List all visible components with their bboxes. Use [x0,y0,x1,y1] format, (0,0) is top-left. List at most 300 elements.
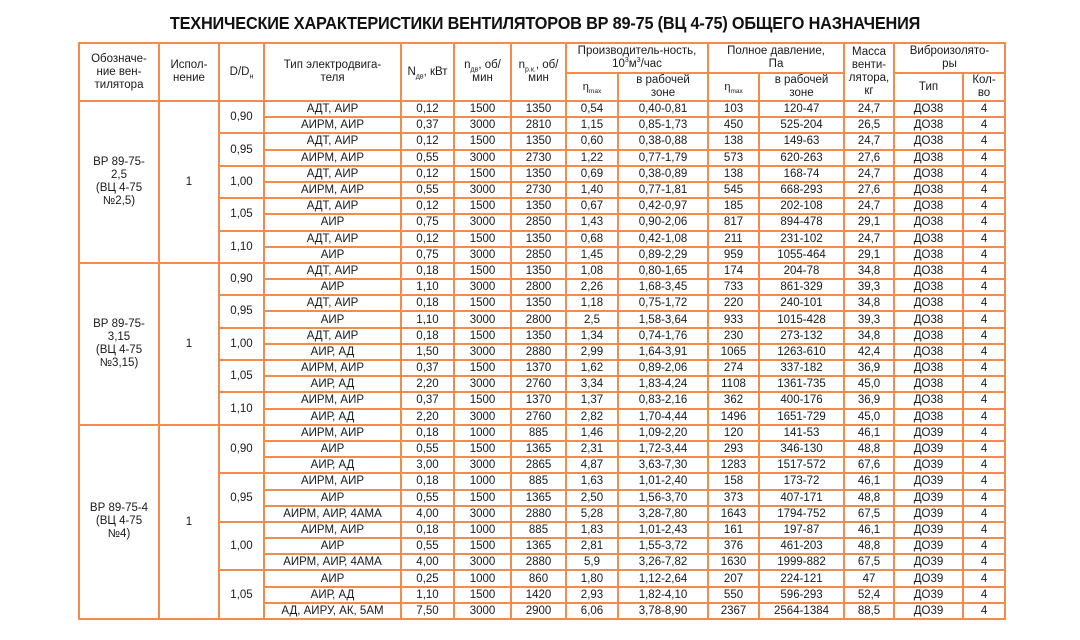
pressure-work-zone-cell: 400-176 [759,392,844,408]
vibro-qty-cell: 4 [963,538,1005,554]
capacity-eta-max-cell: 2,82 [566,409,618,425]
fan-mass-cell: 34,8 [844,328,894,344]
fan-mass-cell: 67,6 [844,457,894,473]
capacity-work-zone-cell: 1,82-4,10 [618,587,708,603]
fan-mass-cell: 88,5 [844,603,894,619]
designation-line: №4) [107,528,131,541]
fan-mass-cell: 39,3 [844,279,894,295]
capacity-eta-max-cell: 0,68 [566,231,618,247]
motor-rpm-cell: 3000 [454,279,511,295]
pressure-eta-max-cell: 274 [708,360,759,376]
vibro-type-cell: ДО38 [894,409,963,425]
capacity-work-zone-cell: 0,89-2,29 [618,247,708,263]
vibro-type-cell: ДО38 [894,198,963,214]
fan-mass-cell: 26,5 [844,117,894,133]
pressure-eta-max-cell: 817 [708,214,759,230]
motor-power-cell: 1,10 [401,279,454,295]
vibro-qty-cell: 4 [963,522,1005,538]
pressure-eta-max-cell: 211 [708,231,759,247]
vibro-type-cell: ДО38 [894,133,963,149]
motor-power-cell: 0,55 [401,182,454,198]
motor-type-cell: АДТ, АИР [264,295,401,311]
vibro-type-cell: ДО39 [894,554,963,570]
fan-mass-cell: 48,8 [844,538,894,554]
d-ratio-value: 1,10 [219,392,264,424]
pressure-eta-max-cell: 933 [708,311,759,327]
vibro-qty-cell: 4 [963,490,1005,506]
capacity-work-zone-cell: 0,75-1,72 [618,295,708,311]
vibro-qty-cell: 4 [963,182,1005,198]
fan-mass-cell: 46,1 [844,425,894,441]
motor-rpm-cell: 1500 [454,360,511,376]
d-ratio-value: 0,95 [219,473,264,522]
pressure-eta-max-cell: 1283 [708,457,759,473]
d-ratio-value: 1,05 [219,360,264,392]
capacity-eta-max-cell: 0,69 [566,166,618,182]
motor-rpm-cell: 1500 [454,392,511,408]
capacity-eta-max-cell: 5,28 [566,506,618,522]
capacity-work-zone-cell: 0,40-0,81 [618,101,708,117]
execution-value: 1 [159,101,219,263]
wheel-rpm-cell: 1350 [511,198,566,214]
fan-mass-cell: 36,9 [844,392,894,408]
capacity-work-zone-cell: 1,12-2,64 [618,570,708,586]
capacity-eta-max-cell: 6,06 [566,603,618,619]
vibro-qty-cell: 4 [963,570,1005,586]
motor-rpm-cell: 3000 [454,376,511,392]
pressure-work-zone-cell: 204-78 [759,263,844,279]
capacity-eta-max-cell: 1,63 [566,473,618,489]
wheel-rpm-cell: 1420 [511,587,566,603]
pressure-work-zone-cell: 525-204 [759,117,844,133]
capacity-eta-max-cell: 3,34 [566,376,618,392]
vibro-type-cell: ДО38 [894,214,963,230]
vibro-type-cell: ДО39 [894,457,963,473]
pressure-eta-max-cell: 362 [708,392,759,408]
motor-rpm-cell: 1000 [454,522,511,538]
pressure-eta-max-cell: 1630 [708,554,759,570]
capacity-eta-max-cell: 0,67 [566,198,618,214]
capacity-work-zone-cell: 1,72-3,44 [618,441,708,457]
pressure-eta-max-cell: 1496 [708,409,759,425]
d-ratio-value: 1,05 [219,570,264,619]
vibro-type-cell: ДО38 [894,360,963,376]
pressure-eta-max-cell: 138 [708,166,759,182]
motor-power-cell: 0,18 [401,425,454,441]
motor-type-cell: АДТ, АИР [264,263,401,279]
vibro-qty-cell: 4 [963,295,1005,311]
capacity-eta-max-cell: 1,43 [566,214,618,230]
pressure-work-zone-cell: 1651-729 [759,409,844,425]
capacity-work-zone-cell: 1,64-3,91 [618,344,708,360]
d-ratio-value: 0,90 [219,263,264,295]
vibro-type-cell: ДО38 [894,295,963,311]
wheel-rpm-cell: 1350 [511,231,566,247]
pressure-eta-max-cell: 2367 [708,603,759,619]
vibro-type-cell: ДО38 [894,101,963,117]
motor-rpm-cell: 3000 [454,506,511,522]
designation-line: (ВЦ 4-75 [95,515,143,528]
fan-mass-cell: 34,8 [844,295,894,311]
pressure-eta-max-cell: 174 [708,263,759,279]
motor-type-cell: АИР [264,311,401,327]
capacity-work-zone-cell: 0,38-0,89 [618,166,708,182]
vibro-qty-cell: 4 [963,473,1005,489]
pressure-eta-max-cell: 161 [708,522,759,538]
pressure-work-zone-cell: 1361-735 [759,376,844,392]
vibro-qty-cell: 4 [963,360,1005,376]
capacity-work-zone-cell: 0,80-1,65 [618,263,708,279]
capacity-eta-max-cell: 1,80 [566,570,618,586]
d-ratio-value: 1,00 [219,166,264,198]
wheel-rpm-cell: 2810 [511,117,566,133]
capacity-work-zone-cell: 1,83-4,24 [618,376,708,392]
capacity-eta-max-cell: 4,87 [566,457,618,473]
fan-mass-cell: 24,7 [844,231,894,247]
fan-mass-cell: 45,0 [844,376,894,392]
motor-power-cell: 3,00 [401,457,454,473]
capacity-eta-max-cell: 1,22 [566,150,618,166]
designation-line: ВР 89-75- [93,155,145,168]
motor-power-cell: 0,12 [401,166,454,182]
vibro-type-cell: ДО39 [894,538,963,554]
motor-type-cell: АДТ, АИР [264,328,401,344]
d-ratio-value: 1,00 [219,328,264,360]
pressure-work-zone-cell: 346-130 [759,441,844,457]
motor-rpm-cell: 1500 [454,133,511,149]
capacity-eta-max-cell: 1,18 [566,295,618,311]
motor-type-cell: АД, АИРУ, АК, 5АМ [264,603,401,619]
motor-type-cell: АИРМ, АИР [264,522,401,538]
motor-type-cell: АИРМ, АИР [264,425,401,441]
wheel-rpm-cell: 1365 [511,538,566,554]
motor-rpm-cell: 1500 [454,538,511,554]
motor-type-cell: АИРМ, АИР [264,392,401,408]
motor-power-cell: 0,12 [401,101,454,117]
vibro-type-cell: ДО39 [894,490,963,506]
vibro-type-cell: ДО39 [894,441,963,457]
pressure-work-zone-cell: 1015-428 [759,311,844,327]
motor-type-cell: АИР [264,247,401,263]
vibro-type-cell: ДО38 [894,247,963,263]
motor-type-cell: АИР [264,214,401,230]
pressure-work-zone-cell: 202-108 [759,198,844,214]
designation-line: (ВЦ 4-75 [95,181,143,194]
motor-type-cell: АИР [264,279,401,295]
wheel-rpm-cell: 2865 [511,457,566,473]
capacity-eta-max-cell: 0,60 [566,133,618,149]
col-pressure-eta-max: $\eta_{max}$ [708,73,759,101]
wheel-rpm-cell: 2850 [511,247,566,263]
pressure-work-zone-cell: 620-263 [759,150,844,166]
motor-type-cell: АИР [264,538,401,554]
fan-mass-cell: 27,6 [844,182,894,198]
wheel-rpm-cell: 1350 [511,101,566,117]
motor-power-cell: 0,18 [401,263,454,279]
fan-mass-cell: 42,4 [844,344,894,360]
vibro-type-cell: ДО39 [894,506,963,522]
vibro-qty-cell: 4 [963,263,1005,279]
capacity-work-zone-cell: 1,01-2,40 [618,473,708,489]
capacity-work-zone-cell: 0,83-2,16 [618,392,708,408]
pressure-work-zone-cell: 141-53 [759,425,844,441]
wheel-rpm-cell: 860 [511,570,566,586]
motor-power-cell: 0,18 [401,522,454,538]
vibro-qty-cell: 4 [963,328,1005,344]
capacity-eta-max-cell: 2,50 [566,490,618,506]
pressure-work-zone-cell: 1517-572 [759,457,844,473]
wheel-rpm-cell: 885 [511,473,566,489]
col-d-ratio: $D/D_н$ [219,43,264,101]
motor-power-cell: 2,20 [401,376,454,392]
motor-type-cell: АИРМ, АИР, 4АМА [264,506,401,522]
vibro-type-cell: ДО39 [894,603,963,619]
motor-type-cell: АИРМ, АИР [264,473,401,489]
fan-mass-cell: 34,8 [844,263,894,279]
fan-designation [79,263,159,425]
fan-mass-cell: 29,1 [844,247,894,263]
capacity-eta-max-cell: 2,81 [566,538,618,554]
motor-power-cell: 0,55 [401,441,454,457]
capacity-eta-max-cell: 1,15 [566,117,618,133]
fan-mass-cell: 24,7 [844,101,894,117]
table-row [79,425,1005,441]
fan-designation [79,101,159,263]
motor-rpm-cell: 3000 [454,457,511,473]
pressure-work-zone-cell: 149-63 [759,133,844,149]
capacity-eta-max-cell: 2,31 [566,441,618,457]
pressure-eta-max-cell: 959 [708,247,759,263]
capacity-eta-max-cell: 1,46 [566,425,618,441]
motor-power-cell: 0,37 [401,360,454,376]
designation-line: (ВЦ 4-75 [95,343,143,356]
motor-type-cell: АИР, АД [264,344,401,360]
pressure-eta-max-cell: 293 [708,441,759,457]
execution-value: 1 [159,263,219,425]
wheel-rpm-cell: 2730 [511,150,566,166]
capacity-work-zone-cell: 0,42-0,97 [618,198,708,214]
motor-power-cell: 0,12 [401,231,454,247]
wheel-rpm-cell: 2760 [511,376,566,392]
vibro-qty-cell: 4 [963,311,1005,327]
capacity-work-zone-cell: 1,70-4,44 [618,409,708,425]
vibro-type-cell: ДО38 [894,344,963,360]
pressure-work-zone-cell: 461-203 [759,538,844,554]
wheel-rpm-cell: 1370 [511,360,566,376]
capacity-eta-max-cell: 1,37 [566,392,618,408]
capacity-work-zone-cell: 1,56-3,70 [618,490,708,506]
capacity-work-zone-cell: 0,42-1,08 [618,231,708,247]
fan-mass-cell: 24,7 [844,166,894,182]
pressure-work-zone-cell: 231-102 [759,231,844,247]
pressure-eta-max-cell: 1108 [708,376,759,392]
vibro-type-cell: ДО38 [894,166,963,182]
pressure-work-zone-cell: 1999-882 [759,554,844,570]
pressure-eta-max-cell: 733 [708,279,759,295]
motor-type-cell: АДТ, АИР [264,166,401,182]
fan-mass-cell: 24,7 [844,133,894,149]
vibro-type-cell: ДО38 [894,150,963,166]
wheel-rpm-cell: 1350 [511,133,566,149]
motor-power-cell: 0,75 [401,247,454,263]
motor-rpm-cell: 1500 [454,231,511,247]
motor-power-cell: 0,37 [401,117,454,133]
d-ratio-value: 1,05 [219,198,264,230]
pressure-eta-max-cell: 158 [708,473,759,489]
vibro-qty-cell: 4 [963,603,1005,619]
pressure-eta-max-cell: 1065 [708,344,759,360]
pressure-work-zone-cell: 173-72 [759,473,844,489]
motor-power-cell: 1,10 [401,311,454,327]
motor-power-cell: 0,75 [401,214,454,230]
motor-rpm-cell: 1000 [454,473,511,489]
motor-type-cell: АИРМ, АИР [264,182,401,198]
fan-mass-cell: 39,3 [844,311,894,327]
d-ratio-value: 0,95 [219,295,264,327]
table-body [79,101,1005,619]
document-title: ТЕХНИЧЕСКИЕ ХАРАКТЕРИСТИКИ ВЕНТИЛЯТОРОВ ВР 89-75 (ВЦ 4-75) ОБЩЕГО НАЗНАЧЕНИЯ [169,13,921,33]
pressure-eta-max-cell: 120 [708,425,759,441]
pressure-work-zone-cell: 1263-610 [759,344,844,360]
vibro-qty-cell: 4 [963,166,1005,182]
motor-power-cell: 4,00 [401,554,454,570]
fan-mass-cell: 46,1 [844,473,894,489]
vibro-type-cell: ДО38 [894,376,963,392]
vibro-qty-cell: 4 [963,231,1005,247]
motor-rpm-cell: 1500 [454,263,511,279]
motor-type-cell: АДТ, АИР [264,101,401,117]
col-pressure-work-zone: в рабочей зоне [759,73,844,101]
motor-power-cell: 0,12 [401,133,454,149]
wheel-rpm-cell: 2800 [511,311,566,327]
col-designation: Обозначе-ние вен-тилятора [79,43,159,101]
wheel-rpm-cell: 2800 [511,279,566,295]
vibro-type-cell: ДО39 [894,522,963,538]
motor-type-cell: АИР [264,570,401,586]
motor-type-cell: АИР, АД [264,587,401,603]
capacity-work-zone-cell: 3,78-8,90 [618,603,708,619]
motor-rpm-cell: 1500 [454,441,511,457]
designation-line: №3,15) [99,356,139,369]
table-row [79,263,1005,279]
capacity-work-zone-cell: 0,85-1,73 [618,117,708,133]
pressure-work-zone-cell: 120-47 [759,101,844,117]
wheel-rpm-cell: 2850 [511,214,566,230]
wheel-rpm-cell: 1350 [511,328,566,344]
capacity-work-zone-cell: 1,09-2,20 [618,425,708,441]
wheel-rpm-cell: 1365 [511,490,566,506]
motor-type-cell: АДТ, АИР [264,231,401,247]
capacity-work-zone-cell: 0,89-2,06 [618,360,708,376]
fan-mass-cell: 29,1 [844,214,894,230]
d-ratio-value: 0,90 [219,425,264,474]
wheel-rpm-cell: 2900 [511,603,566,619]
vibro-qty-cell: 4 [963,150,1005,166]
vibro-qty-cell: 4 [963,344,1005,360]
fan-mass-cell: 52,4 [844,587,894,603]
pressure-eta-max-cell: 220 [708,295,759,311]
designation-line: №2,5) [102,194,136,207]
motor-rpm-cell: 3000 [454,150,511,166]
motor-type-cell: АИР, АД [264,457,401,473]
vibro-qty-cell: 4 [963,457,1005,473]
capacity-eta-max-cell: 2,5 [566,311,618,327]
motor-rpm-cell: 3000 [454,247,511,263]
pressure-eta-max-cell: 545 [708,182,759,198]
fan-mass-cell: 47 [844,570,894,586]
fan-mass-cell: 48,8 [844,441,894,457]
fan-mass-cell: 36,9 [844,360,894,376]
motor-rpm-cell: 1500 [454,101,511,117]
motor-rpm-cell: 3000 [454,117,511,133]
pressure-eta-max-cell: 573 [708,150,759,166]
vibro-type-cell: ДО39 [894,587,963,603]
capacity-eta-max-cell: 1,34 [566,328,618,344]
motor-type-cell: АИР [264,441,401,457]
capacity-work-zone-cell: 1,58-3,64 [618,311,708,327]
motor-rpm-cell: 1500 [454,490,511,506]
wheel-rpm-cell: 2880 [511,506,566,522]
table-header [79,43,1005,101]
motor-power-cell: 1,10 [401,587,454,603]
d-ratio-value: 0,95 [219,133,264,165]
motor-power-cell: 7,50 [401,603,454,619]
motor-rpm-cell: 3000 [454,214,511,230]
wheel-rpm-cell: 885 [511,425,566,441]
col-pressure: Полное давление, Па [708,43,844,73]
motor-type-cell: АИРМ, АИР, 4АМА [264,554,401,570]
motor-type-cell: АДТ, АИР [264,198,401,214]
fan-specs-table [78,42,1006,620]
vibro-type-cell: ДО38 [894,392,963,408]
motor-rpm-cell: 3000 [454,344,511,360]
motor-power-cell: 0,12 [401,198,454,214]
capacity-work-zone-cell: 3,63-7,30 [618,457,708,473]
capacity-work-zone-cell: 3,26-7,82 [618,554,708,570]
fan-mass-cell: 45,0 [844,409,894,425]
capacity-work-zone-cell: 0,38-0,88 [618,133,708,149]
motor-type-cell: АИР, АД [264,376,401,392]
motor-type-cell: АИРМ, АИР [264,150,401,166]
pressure-work-zone-cell: 1055-464 [759,247,844,263]
capacity-work-zone-cell: 1,68-3,45 [618,279,708,295]
d-ratio-value: 1,10 [219,231,264,263]
wheel-rpm-cell: 885 [511,522,566,538]
motor-rpm-cell: 1500 [454,166,511,182]
vibro-type-cell: ДО38 [894,231,963,247]
motor-power-cell: 1,50 [401,344,454,360]
d-ratio-value: 1,00 [219,522,264,571]
vibro-qty-cell: 4 [963,376,1005,392]
pressure-work-zone-cell: 668-293 [759,182,844,198]
pressure-eta-max-cell: 376 [708,538,759,554]
vibro-type-cell: ДО38 [894,182,963,198]
motor-power-cell: 0,18 [401,295,454,311]
vibro-type-cell: ДО38 [894,279,963,295]
motor-power-cell: 4,00 [401,506,454,522]
fan-mass-cell: 27,6 [844,150,894,166]
pressure-work-zone-cell: 407-171 [759,490,844,506]
table-row [79,101,1005,117]
vibro-qty-cell: 4 [963,554,1005,570]
vibro-qty-cell: 4 [963,247,1005,263]
motor-rpm-cell: 3000 [454,603,511,619]
pressure-work-zone-cell: 224-121 [759,570,844,586]
fan-mass-cell: 67,5 [844,506,894,522]
motor-type-cell: АИРМ, АИР [264,117,401,133]
vibro-type-cell: ДО38 [894,328,963,344]
capacity-work-zone-cell: 0,77-1,81 [618,182,708,198]
